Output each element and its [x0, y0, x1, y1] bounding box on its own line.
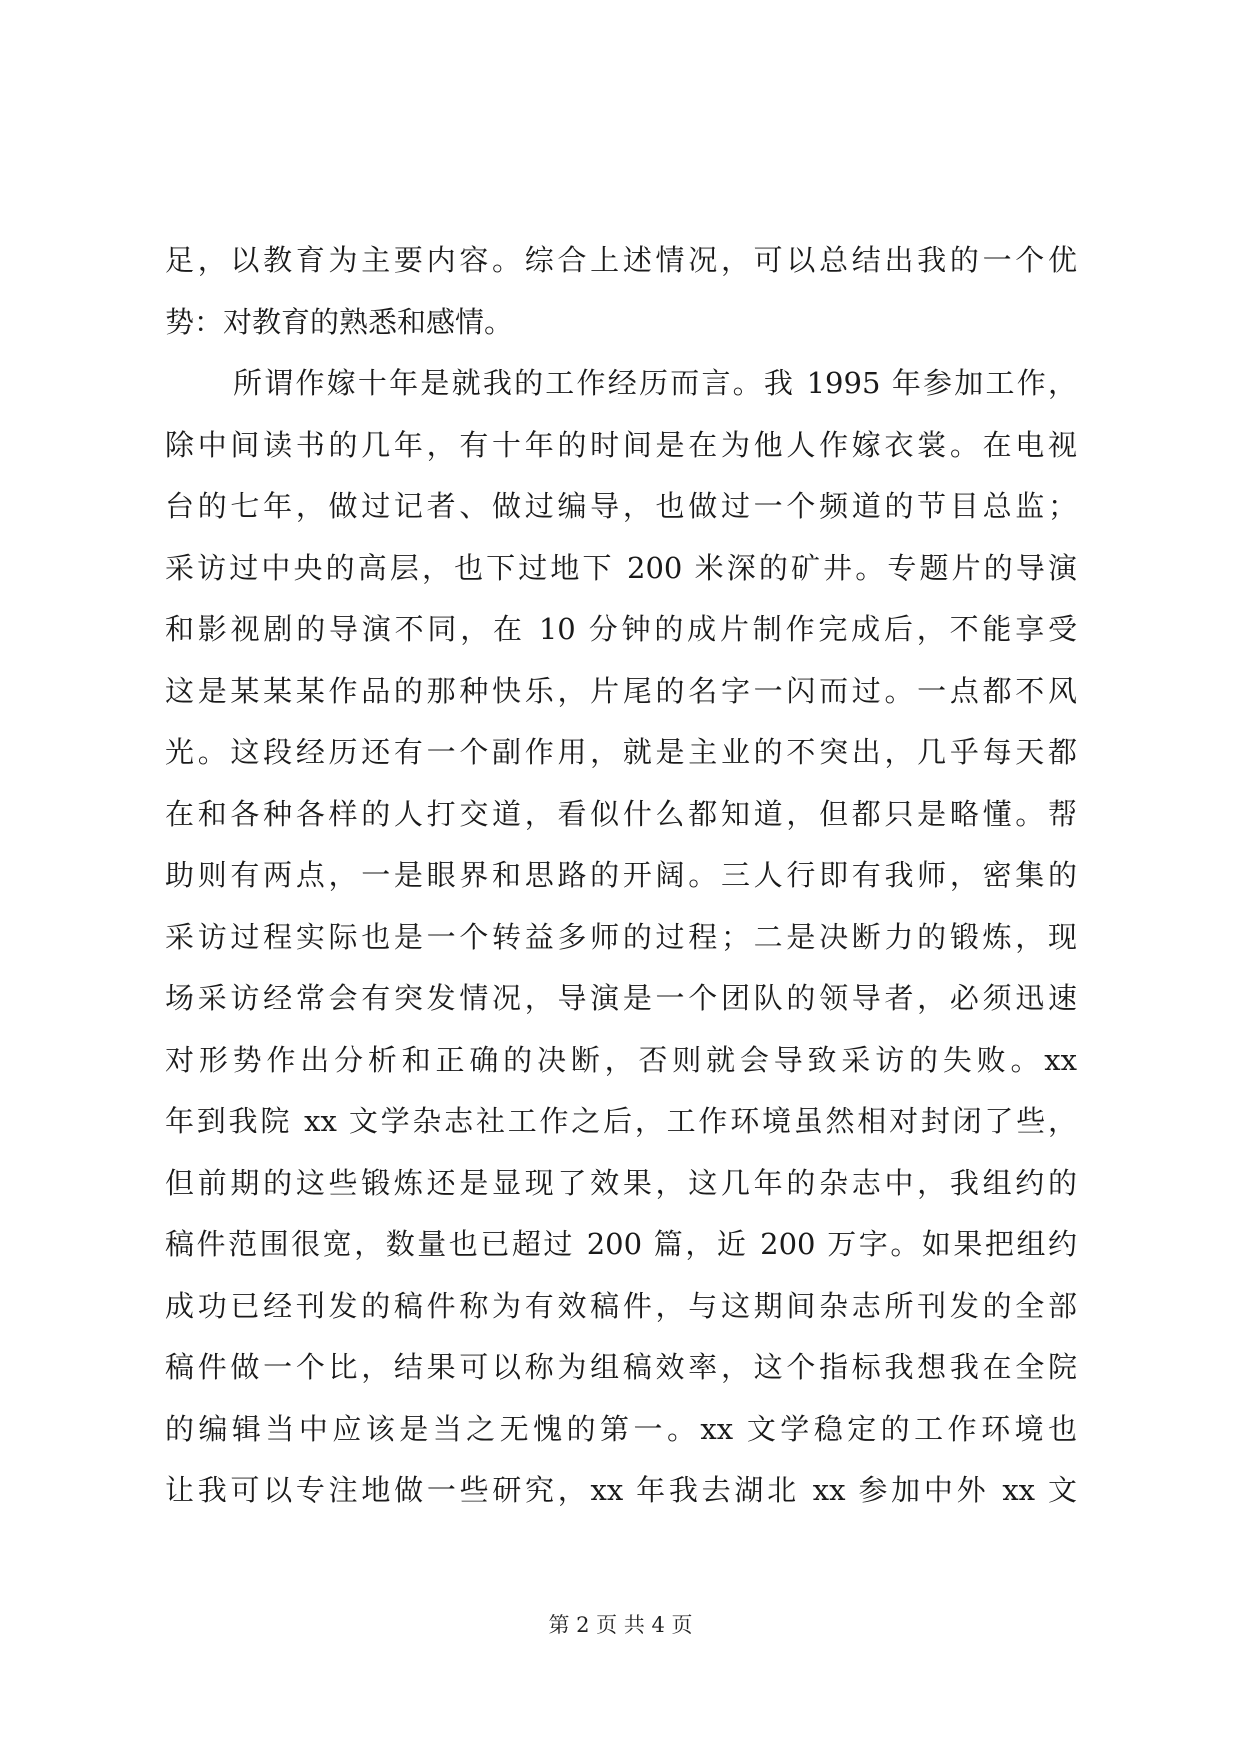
text-line: 的编辑当中应该是当之无愧的第一。xx 文学稳定的工作环境也 — [165, 1411, 1077, 1446]
text-line: 稿件范围很宽，数量也已超过 200 篇，近 200 万字。如果把组约 — [165, 1227, 1077, 1261]
text-line: 足，以教育为主要内容。综合上述情况，可以总结出我的一个优 — [165, 243, 1077, 277]
text-line: 除中间读书的几年，有十年的时间是在为他人作嫁衣裳。在电视 — [165, 427, 1077, 462]
text-line: 和影视剧的导演不同，在 10 分钟的成片制作完成后，不能享受 — [165, 612, 1077, 646]
text-line: 采访过程实际也是一个转益多师的过程；二是决断力的锻炼，现 — [165, 919, 1077, 954]
text-line: 势：对教育的熟悉和感情。 — [165, 304, 514, 339]
text-line: 光。这段经历还有一个副作用，就是主业的不突出，几乎每天都 — [165, 735, 1077, 769]
text-line: 采访过中央的高层，也下过地下 200 米深的矿井。专题片的导演 — [165, 550, 1077, 585]
text-line: 但前期的这些锻炼还是显现了效果，这几年的杂志中，我组约的 — [165, 1165, 1077, 1200]
text-line: 让我可以专注地做一些研究，xx 年我去湖北 xx 参加中外 xx 文 — [165, 1473, 1077, 1507]
text-line: 所谓作嫁十年是就我的工作经历而言。我 1995 年参加工作， — [233, 366, 1077, 400]
body-text — [165, 230, 1077, 1522]
text-line: 在和各种各样的人打交道，看似什么都知道，但都只是略懂。帮 — [165, 796, 1077, 831]
text-line: 成功已经刊发的稿件称为有效稿件，与这期间杂志所刊发的全部 — [165, 1288, 1077, 1323]
text-line: 台的七年，做过记者、做过编导，也做过一个频道的节目总监； — [165, 489, 1077, 523]
text-line: 这是某某某作品的那种快乐，片尾的名字一闪而过。一点都不风 — [165, 673, 1077, 708]
text-line: 对形势作出分析和正确的决断，否则就会导致采访的失败。xx — [165, 1042, 1077, 1077]
text-line: 助则有两点，一是眼界和思路的开阔。三人行即有我师，密集的 — [165, 858, 1077, 892]
page-footer: 第 2 页 共 4 页 — [548, 1613, 693, 1637]
text-line: 场采访经常会有突发情况，导演是一个团队的领导者，必须迅速 — [165, 981, 1077, 1015]
text-line: 年到我院 xx 文学杂志社工作之后，工作环境虽然相对封闭了些， — [165, 1104, 1077, 1138]
text-line: 稿件做一个比，结果可以称为组稿效率，这个指标我想我在全院 — [165, 1350, 1077, 1384]
